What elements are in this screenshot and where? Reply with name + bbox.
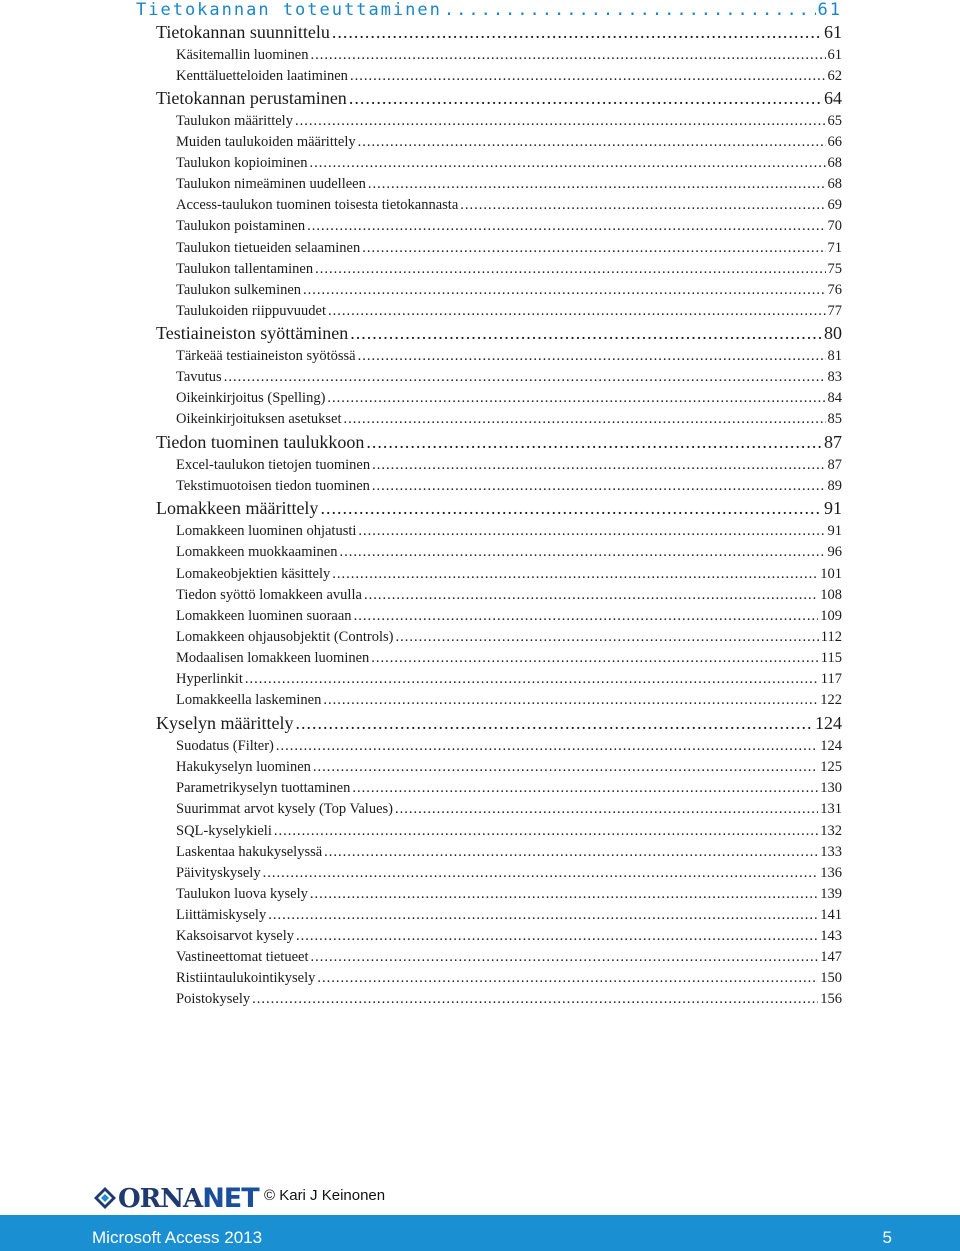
toc-entry-page: 89 xyxy=(827,478,842,494)
toc-entry-section[interactable] xyxy=(156,432,842,453)
toc-entry-page: 69 xyxy=(827,197,842,213)
toc-entry-title: Tavutus xyxy=(176,369,222,385)
toc-entry-page: 147 xyxy=(820,949,842,965)
toc-entry-subsection[interactable] xyxy=(176,282,842,299)
toc-entry-title: Lomakkeen ohjausobjektit (Controls) xyxy=(176,629,394,645)
toc-dot-leader xyxy=(358,523,825,540)
toc-entry-subsection[interactable] xyxy=(176,113,842,130)
toc-dot-leader xyxy=(344,411,826,428)
toc-entry-title: Taulukoiden riippuvuudet xyxy=(176,303,326,319)
toc-entry-page: 85 xyxy=(827,411,842,427)
toc-entry-subsection[interactable] xyxy=(176,348,842,365)
toc-dot-leader xyxy=(324,844,818,861)
toc-entry-page: 61 xyxy=(827,47,842,63)
toc-dot-leader xyxy=(332,566,818,583)
toc-entry-page: 156 xyxy=(820,991,842,1007)
toc-entry-page: 115 xyxy=(820,650,842,666)
toc-entry-title: Hyperlinkit xyxy=(176,671,243,687)
toc-entry-page: 124 xyxy=(820,738,842,754)
toc-entry-page: 130 xyxy=(820,780,842,796)
toc-entry-subsection[interactable] xyxy=(176,523,842,540)
toc-entry-title: Hakukyselyn luominen xyxy=(176,759,311,775)
toc-entry-title: Tärkeää testiaineiston syötössä xyxy=(176,348,356,364)
toc-dot-leader xyxy=(311,47,826,64)
toc-entry-subsection[interactable] xyxy=(176,47,842,64)
toc-entry-subsection[interactable] xyxy=(176,608,842,625)
toc-entry-title: Lomakkeen muokkaaminen xyxy=(176,544,338,560)
toc-entry-title: Tekstimuotoisen tiedon tuominen xyxy=(176,478,370,494)
toc-dot-leader xyxy=(339,544,825,561)
toc-entry-page: 101 xyxy=(820,566,842,582)
toc-entry-title: Modaalisen lomakkeen luominen xyxy=(176,650,370,666)
toc-dot-leader xyxy=(310,949,818,966)
toc-entry-page: 81 xyxy=(827,348,842,364)
toc-dot-leader xyxy=(395,801,818,818)
toc-entry-title: Oikeinkirjoituksen asetukset xyxy=(176,411,342,427)
toc-entry-page: 75 xyxy=(827,261,842,277)
toc-dot-leader xyxy=(350,68,826,85)
toc-entry-page: 77 xyxy=(827,303,842,319)
toc-entry-subsection[interactable] xyxy=(176,949,842,966)
toc-dot-leader xyxy=(307,218,825,235)
toc-dot-leader xyxy=(444,0,816,20)
toc-entry-title: Muiden taulukoiden määrittely xyxy=(176,134,356,150)
toc-entry-title: Lomakkeen luominen ohjatusti xyxy=(176,523,357,539)
toc-entry-page: 61 xyxy=(824,22,842,42)
toc-entry-title: Lomakkeen määrittely xyxy=(156,498,319,518)
toc-entry-section[interactable] xyxy=(156,323,842,344)
toc-entry-title: Kenttäluetteloiden laatiminen xyxy=(176,68,348,84)
toc-entry-page: 91 xyxy=(824,498,842,518)
toc-entry-page: 87 xyxy=(827,457,842,473)
toc-dot-leader xyxy=(362,240,825,257)
toc-entry-subsection[interactable] xyxy=(176,478,842,495)
toc-dot-leader xyxy=(268,907,818,924)
toc-entry-page: 68 xyxy=(827,155,842,171)
toc-entry-page: 84 xyxy=(827,390,842,406)
toc-entry-section[interactable] xyxy=(156,498,842,519)
toc-entry-page: 96 xyxy=(827,544,842,560)
toc-entry-subsection[interactable] xyxy=(176,629,842,646)
toc-entry-section[interactable] xyxy=(156,88,842,109)
toc-entry-title: Liittämiskysely xyxy=(176,907,267,923)
toc-entry-subsection[interactable] xyxy=(176,176,842,193)
toc-dot-leader xyxy=(323,692,818,709)
toc-entry-page: 91 xyxy=(827,523,842,539)
toc-entry-title: Ristiintaulukointikysely xyxy=(176,970,316,986)
toc-entry-title: Suodatus (Filter) xyxy=(176,738,274,754)
toc-entry-title: Taulukon tietueiden selaaminen xyxy=(176,240,361,256)
toc-dot-leader xyxy=(295,113,826,130)
toc-dot-leader xyxy=(315,261,825,278)
logo-orna-text: ORNA xyxy=(118,1183,203,1214)
toc-entry-title: Taulukon tallentaminen xyxy=(176,261,314,277)
toc-entry-subsection[interactable] xyxy=(176,411,842,428)
toc-entry-title: Access-taulukon tuominen toisesta tietokannasta xyxy=(176,197,459,213)
toc-entry-page: 66 xyxy=(827,134,842,150)
toc-entry-page: 62 xyxy=(827,68,842,84)
toc-entry-page: 122 xyxy=(820,692,842,708)
toc-entry-page: 124 xyxy=(815,713,842,733)
toc-dot-leader xyxy=(364,587,818,604)
toc-dot-leader xyxy=(460,197,825,214)
toc-entry-page: 125 xyxy=(820,759,842,775)
ornanet-logo xyxy=(94,1183,259,1213)
toc-entry-subsection[interactable] xyxy=(176,823,842,840)
toc-entry-title: Lomakkeen luominen suoraan xyxy=(176,608,352,624)
toc-entry-title: Taulukon poistaminen xyxy=(176,218,306,234)
toc-entry-subsection[interactable] xyxy=(176,369,842,386)
toc-entry-subsection[interactable] xyxy=(176,801,842,818)
toc-entry-title: Käsitemallin luominen xyxy=(176,47,309,63)
page-number: 5 xyxy=(882,1228,892,1247)
toc-entry-subsection[interactable] xyxy=(176,692,842,709)
diamond-logo-icon xyxy=(94,1187,116,1209)
toc-dot-leader xyxy=(358,134,826,151)
copyright-notice: © Kari J Keinonen xyxy=(264,1187,386,1204)
toc-entry-title: Kyselyn määrittely xyxy=(156,713,294,733)
toc-entry-page: 112 xyxy=(820,629,842,645)
toc-entry-page: 64 xyxy=(824,88,842,108)
toc-dot-leader xyxy=(366,432,822,453)
toc-entry-title: Vastineettomat tietueet xyxy=(176,949,309,965)
toc-entry-subsection[interactable] xyxy=(176,650,842,667)
toc-dot-leader xyxy=(274,823,818,840)
toc-entry-subsection[interactable] xyxy=(176,738,842,755)
toc-entry-title: Tietokannan perustaminen xyxy=(156,88,347,108)
toc-entry-subsection[interactable] xyxy=(176,303,842,320)
toc-entry-section[interactable] xyxy=(156,22,842,43)
toc-entry-subsection[interactable] xyxy=(176,261,842,278)
logo-net-text: NET xyxy=(202,1182,259,1214)
toc-entry-title: Lomakkeella laskeminen xyxy=(176,692,322,708)
toc-dot-leader xyxy=(313,759,818,776)
toc-entry-title: Tietokannan toteuttaminen xyxy=(136,0,442,20)
toc-entry-subsection[interactable] xyxy=(176,390,842,407)
toc-dot-leader xyxy=(310,886,818,903)
toc-entry-page: 143 xyxy=(820,928,842,944)
toc-entry-page: 139 xyxy=(820,886,842,902)
toc-dot-leader xyxy=(224,369,826,386)
toc-entry-title: Lomakeobjektien käsittely xyxy=(176,566,331,582)
toc-entry-page: 76 xyxy=(827,282,842,298)
toc-entry-subsection[interactable] xyxy=(176,886,842,903)
logo-wordmark xyxy=(118,1183,259,1214)
toc-dot-leader xyxy=(349,88,822,109)
toc-dot-leader xyxy=(245,671,819,688)
toc-dot-leader xyxy=(332,22,822,43)
toc-entry-title: Päivityskysely xyxy=(176,865,261,881)
toc-entry-subsection[interactable] xyxy=(176,844,842,861)
toc-dot-leader xyxy=(309,155,825,172)
toc-entry-page: 150 xyxy=(820,970,842,986)
toc-dot-leader xyxy=(372,478,826,495)
toc-entry-subsection[interactable] xyxy=(176,240,842,257)
toc-entry-title: SQL-kyselykieli xyxy=(176,823,272,839)
toc-dot-leader xyxy=(327,390,825,407)
toc-entry-subsection[interactable] xyxy=(176,671,842,688)
toc-dot-leader xyxy=(354,608,819,625)
toc-entry-page: 131 xyxy=(820,801,842,817)
toc-dot-leader xyxy=(252,991,818,1008)
toc-entry-title: Testiaineiston syöttäminen xyxy=(156,323,349,343)
toc-entry-title: Kaksoisarvot kysely xyxy=(176,928,294,944)
toc-entry-title: Excel-taulukon tietojen tuominen xyxy=(176,457,371,473)
toc-entry-subsection[interactable] xyxy=(176,566,842,583)
toc-entry-page: 68 xyxy=(827,176,842,192)
toc-entry-page: 132 xyxy=(820,823,842,839)
toc-entry-page: 80 xyxy=(824,323,842,343)
toc-entry-subsection[interactable] xyxy=(176,865,842,882)
toc-dot-leader xyxy=(303,282,825,299)
toc-dot-leader xyxy=(371,650,818,667)
toc-entry-page: 133 xyxy=(820,844,842,860)
toc-entry-page: 141 xyxy=(820,907,842,923)
toc-dot-leader xyxy=(263,865,819,882)
toc-entry-page: 136 xyxy=(820,865,842,881)
toc-entry-title: Tietokannan suunnittelu xyxy=(156,22,330,42)
toc-entry-subsection[interactable] xyxy=(176,780,842,797)
toc-entry-subsection[interactable] xyxy=(176,134,842,151)
toc-entry-page: 108 xyxy=(820,587,842,603)
toc-dot-leader xyxy=(317,970,818,987)
toc-entry-subsection[interactable] xyxy=(176,218,842,235)
toc-dot-leader xyxy=(328,303,826,320)
toc-entry-page: 117 xyxy=(820,671,842,687)
toc-entry-subsection[interactable] xyxy=(176,457,842,474)
toc-entry-title: Tiedon syöttö lomakkeen avulla xyxy=(176,587,362,603)
toc-entry-page: 70 xyxy=(827,218,842,234)
toc-entry-title: Taulukon sulkeminen xyxy=(176,282,302,298)
toc-entry-subsection[interactable] xyxy=(176,68,842,85)
toc-dot-leader xyxy=(276,738,818,755)
toc-entry-title: Poistokysely xyxy=(176,991,251,1007)
toc-entry-page: 87 xyxy=(824,432,842,452)
toc-dot-leader xyxy=(295,713,813,734)
toc-entry-page: 71 xyxy=(827,240,842,256)
toc-entry-title: Suurimmat arvot kysely (Top Values) xyxy=(176,801,393,817)
toc-entry-title: Oikeinkirjoitus (Spelling) xyxy=(176,390,326,406)
toc-dot-leader xyxy=(320,498,822,519)
toc-entry-subsection[interactable] xyxy=(176,991,842,1008)
toc-entry-chapter[interactable] xyxy=(136,0,842,20)
toc-entry-title: Taulukon määrittely xyxy=(176,113,293,129)
toc-entry-page: 109 xyxy=(820,608,842,624)
toc-entry-subsection[interactable] xyxy=(176,928,842,945)
footer-bar xyxy=(0,1215,960,1251)
toc-entry-subsection[interactable] xyxy=(176,544,842,561)
toc-entry-title: Taulukon luova kysely xyxy=(176,886,308,902)
toc-entry-page: 83 xyxy=(827,369,842,385)
toc-dot-leader xyxy=(352,780,818,797)
document-title: Microsoft Access 2013 xyxy=(92,1228,263,1247)
toc-dot-leader xyxy=(296,928,818,945)
toc-entry-subsection[interactable] xyxy=(176,587,842,604)
toc-entry-subsection[interactable] xyxy=(176,907,842,924)
toc-entry-subsection[interactable] xyxy=(176,759,842,776)
toc-entry-page: 65 xyxy=(827,113,842,129)
toc-dot-leader xyxy=(358,348,826,365)
toc-entry-title: Tiedon tuominen taulukkoon xyxy=(156,432,365,452)
toc-entry-subsection[interactable] xyxy=(176,197,842,214)
toc-entry-section[interactable] xyxy=(156,713,842,734)
toc-entry-subsection[interactable] xyxy=(176,155,842,172)
toc-dot-leader xyxy=(350,323,822,344)
toc-dot-leader xyxy=(372,457,825,474)
toc-entry-subsection[interactable] xyxy=(176,970,842,987)
toc-entry-title: Taulukon kopioiminen xyxy=(176,155,308,171)
toc-entry-title: Laskentaa hakukyselyssä xyxy=(176,844,323,860)
toc-dot-leader xyxy=(368,176,826,193)
toc-entry-title: Taulukon nimeäminen uudelleen xyxy=(176,176,366,192)
toc-dot-leader xyxy=(395,629,818,646)
toc-entry-title: Parametrikyselyn tuottaminen xyxy=(176,780,351,796)
toc-entry-page: 61 xyxy=(817,0,842,20)
